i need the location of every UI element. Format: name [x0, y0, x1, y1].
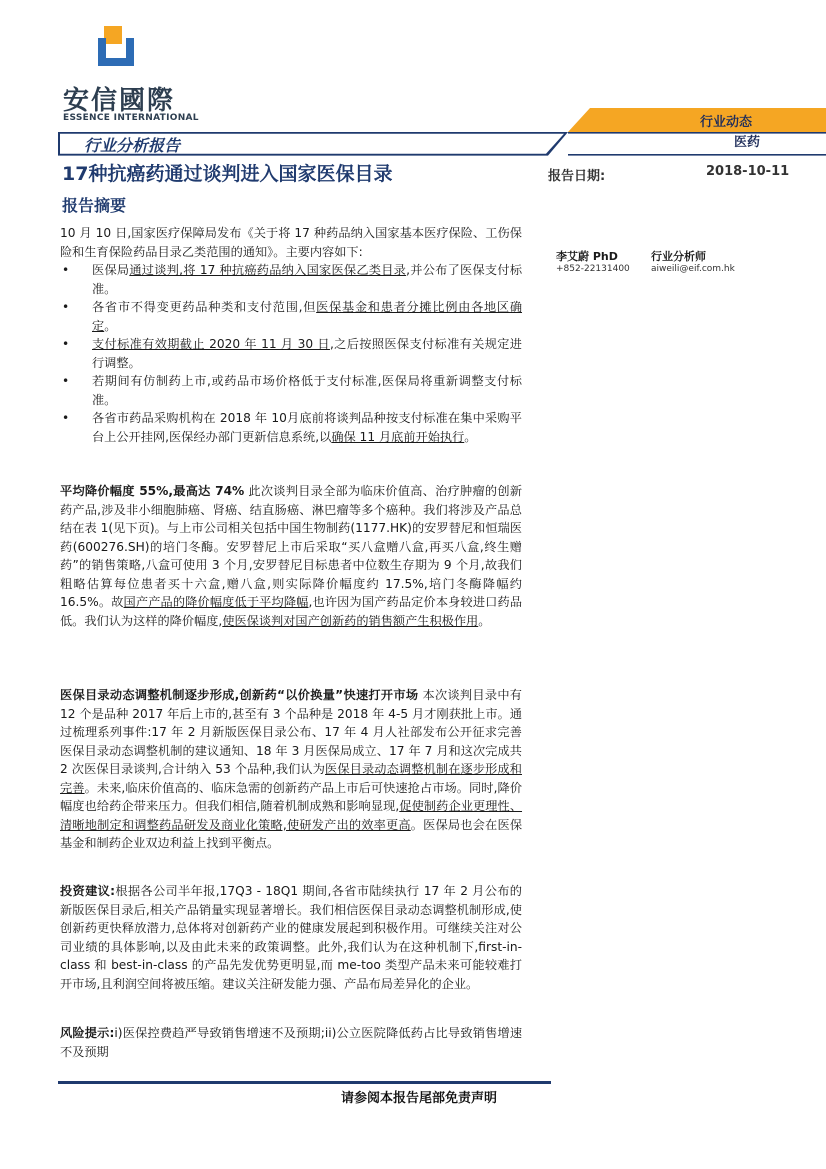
category-label-primary: 行业动态 — [700, 115, 753, 130]
summary-heading: 报告摘要 — [62, 196, 127, 215]
bullet-icon: • — [62, 411, 70, 425]
footer-divider — [58, 1081, 551, 1084]
summary-bullet-list — [60, 261, 522, 446]
summary-bullet-2: • 各省市不得变更药品种类和支付范围,但医保基金和患者分摊比例由各地区确定。 — [62, 300, 523, 333]
category-label-secondary: 医药 — [734, 135, 761, 150]
analyst-role: 行业分析师 — [651, 250, 706, 263]
bullet-icon: • — [62, 263, 70, 277]
report-title: 17种抗癌药通过谈判进入国家医保目录 — [62, 163, 393, 185]
summary-bullet-3: • 支付标准有效期截止 2020 年 11 月 30 日,之后按照医保支付标准有关规定进行调整。 — [62, 337, 522, 370]
footer-disclaimer: 请参阅本报告尾部免责声明 — [341, 1091, 498, 1106]
analyst-email[interactable]: aiweili@eif.com.hk — [651, 264, 735, 274]
summary-bullet-5: • 各省市药品采购机构在 2018 年 10月底前将谈判品种按支付标准在集中采购平台上公开挂网,医保经办部门更新信息系统,以确保 11 月底前开始执行。 — [62, 411, 522, 444]
report-type-label: 行业分析报告 — [84, 136, 181, 155]
mechanism-paragraph: 医保目录动态调整机制逐步形成,创新药“以价换量”快速打开市场 本次谈判目录中有 12 个是品种 2017 年后上市的,甚至有 3 个品种是 2018 年 4-5 月才刚获批上市。通过梳理系列事件:17 年 2 月新版医保目录公布、17 年 4 月人社部发布公开征求完善医保目录动态调整机制的建议通知、18 年 3 月医保局成立、17 年 7 月和这次完成共 2 次医保目录谈判,合计纳入 53 个品种,我们认为医保目录动态调整机制在逐步形成和完善。未来,临床价值高的、临床急需的创新药产品上市后可快速抢占市场。同时,降价幅度也给药企带来压力。但我们相信,随着机制成熟和影响显现,促使制药企业更理性、清晰地制定和调整药品研发及商业化策略,使研发产出的效率更高。医保局也会在医保基金和制药企业双边利益上找到平衡点。 — [60, 688, 523, 850]
report-date-label: 报告日期: — [548, 169, 606, 184]
analyst-name: 李艾蔚 PhD — [556, 250, 618, 263]
risk-paragraph: 风险提示:i)医保控费趋严导致销售增速不及预期;ii)公立医院降低药占比导致销售增速不及预期 — [60, 1026, 523, 1059]
price-cut-paragraph: 平均降价幅度 55%,最高达 74% 此次谈判目录全部为临床价值高、治疗肿瘤的创新药产品,涉及非小细胞肺癌、肾癌、结直肠癌、淋巴瘤等多个癌种。我们将涉及产品总结在表 1(见下页)。与上市公司相关包括中国生物制药(1177.HK)的安罗替尼和恒瑞医药(600276.SH)的培门冬酶。安罗替尼上市后采取“买八盒赠八盒,再买八盒,终生赠药”的销售策略,八盒可使用 3 个月,安罗替尼目标患者中位数生存期为 9 个月,故我们粗略估算每位患者买十六盒,赠八盒,则实际降价幅度约 17.5%,培门冬酶降幅约 16.5%。故国产产品的降价幅度低于平均降幅,也许因为国产药品定价本身较进口药品低。我们认为这样的降价幅度,使医保谈判对国产创新药的销售额产生积极作用。 — [60, 484, 523, 628]
summary-intro: 10 月 10 日,国家医疗保障局发布《关于将 17 种药品纳入国家基本医疗保险、工伤保险和生育保险药品目录乙类范围的通知》。主要内容如下: — [60, 226, 522, 259]
bullet-icon: • — [62, 300, 70, 314]
analyst-phone: +852-22131400 — [556, 264, 630, 274]
summary-bullet-4: • 若期间有仿制药上市,或药品市场价格低于支付标准,医保局将重新调整支付标准。 — [62, 374, 522, 407]
logo-english-name: ESSENCE INTERNATIONAL — [63, 113, 199, 123]
logo-chinese-name: 安信國際 — [63, 86, 176, 116]
bullet-icon: • — [62, 337, 70, 351]
report-date-value: 2018-10-11 — [706, 164, 790, 179]
summary-bullet-1: • 医保局通过谈判,将 17 种抗癌药品纳入国家医保乙类目录,并公布了医保支付标准。 — [62, 263, 523, 296]
logo-mark-icon — [94, 26, 138, 70]
summary-section — [60, 224, 522, 446]
investment-advice-paragraph: 投资建议:根据各公司半年报,17Q3 - 18Q1 期间,各省市陆续执行 17 年 2 月公布的新版医保目录后,相关产品销量实现显著增长。我们相信医保目录动态调整机制形成,使创新药更快释放潜力,总体将对创新药产业的健康发展起到积极作用。可继续关注对公司业绩的具体影响,以及由此未来的政策调整。此外,我们认为在这种机制下,first-in-class 和 best-in-class 的产品先发优势更明显,而 me-too 类型产品未来可能较难打开市场,且利润空间将被压缩。建议关注研发能力强、产品布局差异化的企业。 — [60, 884, 522, 991]
bullet-icon: • — [62, 374, 70, 388]
